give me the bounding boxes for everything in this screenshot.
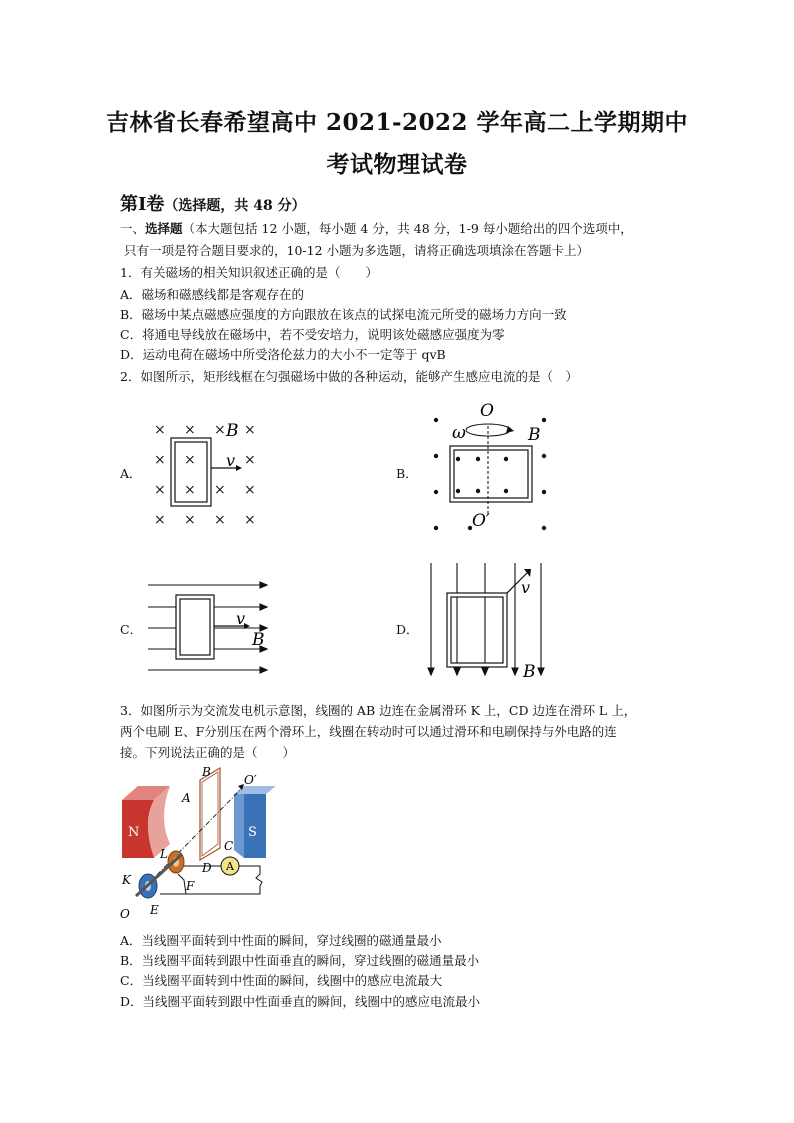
q3-option-a: A．当线圈平面转到中性面的瞬间，穿过线圈的磁通量最小	[120, 933, 442, 948]
label-d: D	[202, 861, 212, 875]
svg-text:×: ×	[244, 512, 256, 528]
svg-text:×: ×	[214, 422, 226, 438]
svg-text:×: ×	[244, 422, 256, 438]
q1-option-a: A．磁场和磁感线都是客观存在的	[120, 287, 305, 302]
instruction-bold: 选择题	[145, 221, 183, 236]
instruction-line-2: 只有一项是符合题目要求的，10-12 小题为多选题，请将正确选项填涂在答题卡上）	[124, 243, 590, 258]
instruction-line-1	[120, 220, 633, 238]
svg-text:×: ×	[184, 422, 196, 438]
q1-stem: 1．有关磁场的相关知识叙述正确的是（ ）	[120, 265, 378, 280]
svg-text:×: ×	[244, 452, 256, 468]
frame-outer	[450, 446, 532, 502]
label-e: E	[150, 903, 159, 917]
section-sub: （选择题，共 48 分）	[164, 198, 306, 214]
q2-label-c: C．	[120, 622, 143, 637]
label-v: v	[226, 451, 236, 470]
label-omega: ω	[452, 423, 466, 443]
instruction-lead: 一、	[120, 221, 146, 236]
q1-option-d: D．运动电荷在磁场中所受洛伦兹力的大小不一定等于 qvB	[120, 347, 446, 362]
frame-outer	[447, 593, 507, 667]
section-main: 第Ⅰ卷	[120, 194, 165, 215]
section-heading	[120, 190, 306, 216]
label-o: O	[480, 401, 494, 421]
q2-label-d: D．	[396, 622, 419, 637]
svg-text:×: ×	[154, 452, 166, 468]
label-k: K	[122, 873, 131, 887]
label-o: O	[120, 907, 130, 921]
label-o-prime: O′	[244, 773, 257, 787]
q3-stem-1: 3．如图所示为交流发电机示意图，线圈的 AB 边连在金属滑环 K 上，CD 边连在滑环 L 上，	[120, 703, 637, 718]
q3-generator-figure	[116, 762, 276, 922]
frame-inner	[454, 450, 528, 498]
svg-text:×: ×	[184, 512, 196, 528]
q2-label-b: B．	[396, 466, 418, 481]
label-o-prime: O′	[472, 511, 490, 531]
label-b: B	[202, 765, 211, 779]
label-b: B	[523, 662, 536, 682]
q3-option-b: B．当线圈平面转到跟中性面垂直的瞬间，穿过线圈的磁通量最小	[120, 953, 480, 968]
label-f: F	[186, 879, 195, 893]
svg-text:×: ×	[214, 512, 226, 528]
svg-text:×: ×	[184, 452, 196, 468]
rotation-arrow	[466, 424, 510, 436]
q3-stem-3: 接。下列说法正确的是（ ）	[120, 745, 296, 760]
q3-stem-2: 两个电刷 E、F分别压在两个滑环上，线圈在转动时可以通过滑环和电刷保持与外电路的连	[120, 724, 617, 739]
label-n: N	[128, 825, 140, 840]
q1-option-c: C．将通电导线放在磁场中，若不受安培力，说明该处磁感应强度为零	[120, 327, 505, 342]
title-line-1: 吉林省长春希望高中 2021-2022 学年高二上学期期中	[105, 109, 689, 136]
q2-stem: 2．如图所示，矩形线框在匀强磁场中做的各种运动，能够产生感应电流的是（ ）	[120, 369, 578, 384]
label-c: C	[224, 839, 234, 853]
label-l: L	[160, 847, 168, 861]
q3-option-d: D．当线圈平面转到跟中性面垂直的瞬间，线圈中的感应电流最小	[120, 994, 481, 1009]
label-b: B	[226, 421, 239, 441]
q2-label-a: A．	[120, 466, 142, 481]
title-line-2: 考试物理试卷	[326, 151, 468, 178]
svg-text:×: ×	[244, 482, 256, 498]
q1-option-b: B．磁场中某点磁感应强度的方向跟放在该点的试探电流元所受的磁场力方向一致	[120, 307, 567, 322]
ammeter-label: A	[226, 860, 234, 873]
q2-figure-d	[425, 563, 555, 683]
svg-text:×: ×	[214, 482, 226, 498]
q3-option-c: C．当线圈平面转到中性面的瞬间，线圈中的感应电流最大	[120, 973, 443, 988]
label-a: A	[182, 791, 191, 805]
svg-text:×: ×	[154, 482, 166, 498]
label-s: S	[248, 825, 257, 840]
label-b: B	[528, 425, 541, 445]
instruction-rest: （本大题包括 12 小题，每小题 4 分，共 48 分，1-9 每小题给出的四个选项中，	[182, 221, 633, 236]
svg-text:×: ×	[184, 482, 196, 498]
label-v: v	[236, 609, 246, 628]
svg-text:×: ×	[154, 512, 166, 528]
frame-outer	[176, 595, 214, 659]
q2-figure-c	[148, 575, 278, 675]
label-v: v	[521, 578, 531, 597]
q2-figure-a	[140, 414, 280, 534]
q2-figure-b	[430, 400, 560, 530]
label-b: B	[252, 630, 265, 650]
svg-text:×: ×	[154, 422, 166, 438]
